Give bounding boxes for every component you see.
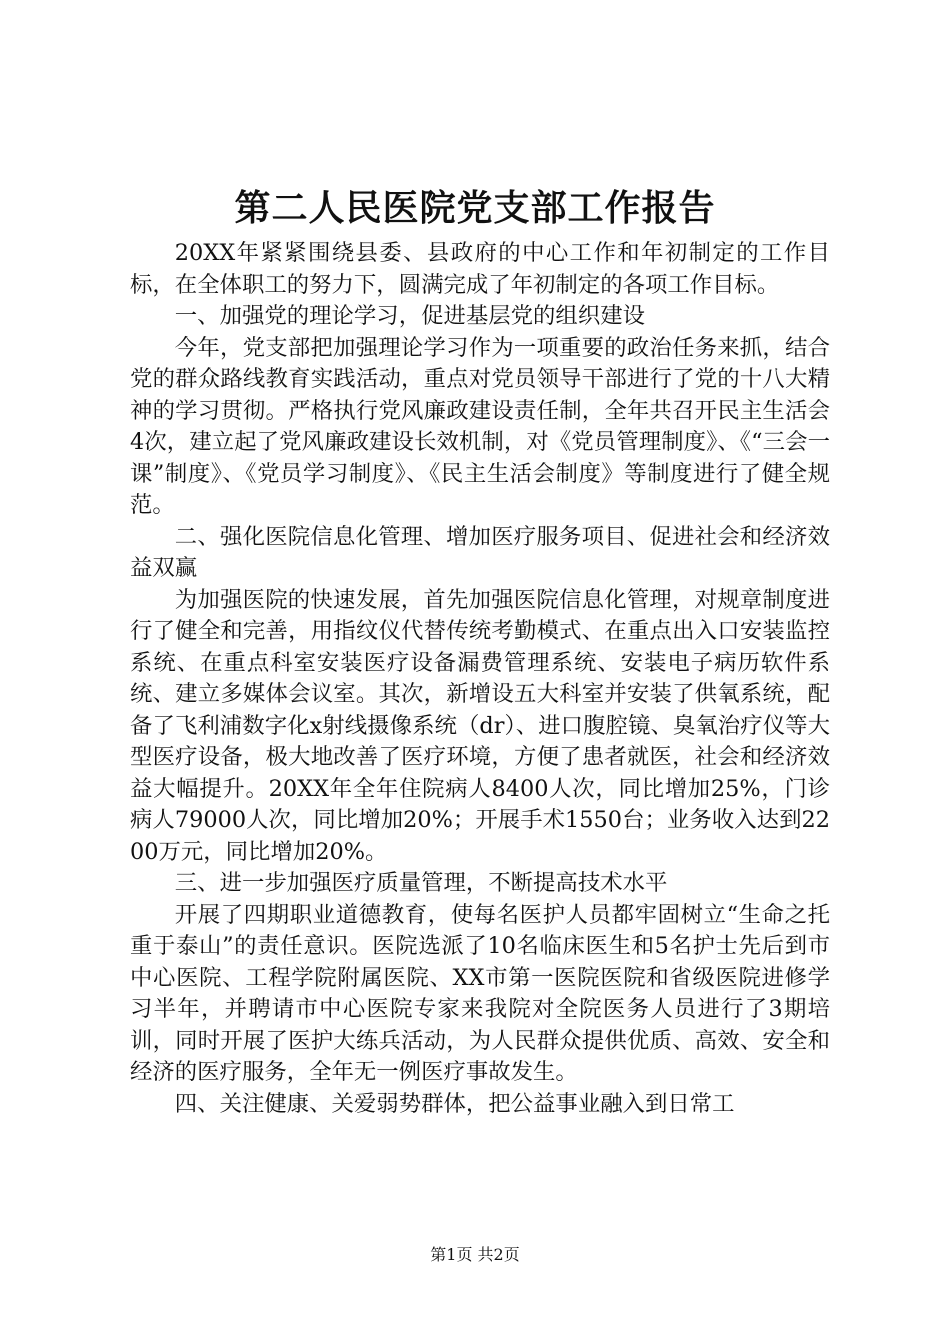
section-heading: 三、进一步加强医疗质量管理，不断提高技术水平 bbox=[174, 870, 668, 896]
section-heading: 二、强化医院信息化管理、增加医疗服务项目、促进社会和经济效益双赢 bbox=[130, 523, 830, 581]
body-paragraph: 为加强医院的快速发展，首先加强医院信息化管理，对规章制度进行了健全和完善，用指纹仪代替传统考勤模式、在重点出入口安装监控系统、在重点科室安装医疗设备漏费管理系统、安装电子病历软件系统、建立多媒体会议室。其次，新增设五大科室并安装了供氧系统，配备了飞利浦数字化x射线摄像系统（dr）、进口腹腔镜、臭氧治疗仪等大型医疗设备，极大地改善了医疗环境，方便了患者就医，社会和经济效益大幅提升。20XX年全年住院病人8400人次，同比增加25%，门诊病人79000人次，同比增加20%；开展手术1550台；业务收入达到2200万元，同比增加20%。 bbox=[130, 586, 830, 865]
section-heading: 四、关注健康、关爱弱势群体，把公益事业融入到日常工 bbox=[174, 1090, 735, 1117]
section-heading: 一、加强党的理论学习，促进基层党的组织建设 bbox=[174, 303, 645, 329]
body-paragraph: 开展了四期职业道德教育，使每名医护人员都牢固树立“生命之托重于泰山”的责任意识。医院选派了10名临床医生和5名护士先后到市中心医院、工程学院附属医院、XX市第一医院医院和省级医院进修学习半年，并聘请市中心医院专家来我院对全院医务人员进行了3期培训，同时开展了医护大练兵活动，为人民群众提供优质、高效、安全和经济的医疗服务，全年无一例医疗事故发生。 bbox=[130, 901, 830, 1085]
body-paragraph: 今年，党支部把加强理论学习作为一项重要的政治任务来抓，结合党的群众路线教育实践活动，重点对党员领导干部进行了党的十八大精神的学习贯彻。严格执行党风廉政建设责任制，全年共召开民主生活会4次，建立起了党风廉政建设长效机制，对《党员管理制度》、《“三会一课”制度》、《党员学习制度》、《民主生活会制度》等制度进行了健全规范。 bbox=[130, 334, 830, 518]
document-body bbox=[130, 238, 830, 1120]
page-number-footer: 第1页 共2页 bbox=[430, 1245, 520, 1264]
document-title: 第二人民医院党支部工作报告 bbox=[234, 187, 716, 229]
body-paragraph: 20XX年紧紧围绕县委、县政府的中心工作和年初制定的工作目标，在全体职工的努力下，圆满完成了年初制定的各项工作目标。 bbox=[130, 240, 830, 298]
